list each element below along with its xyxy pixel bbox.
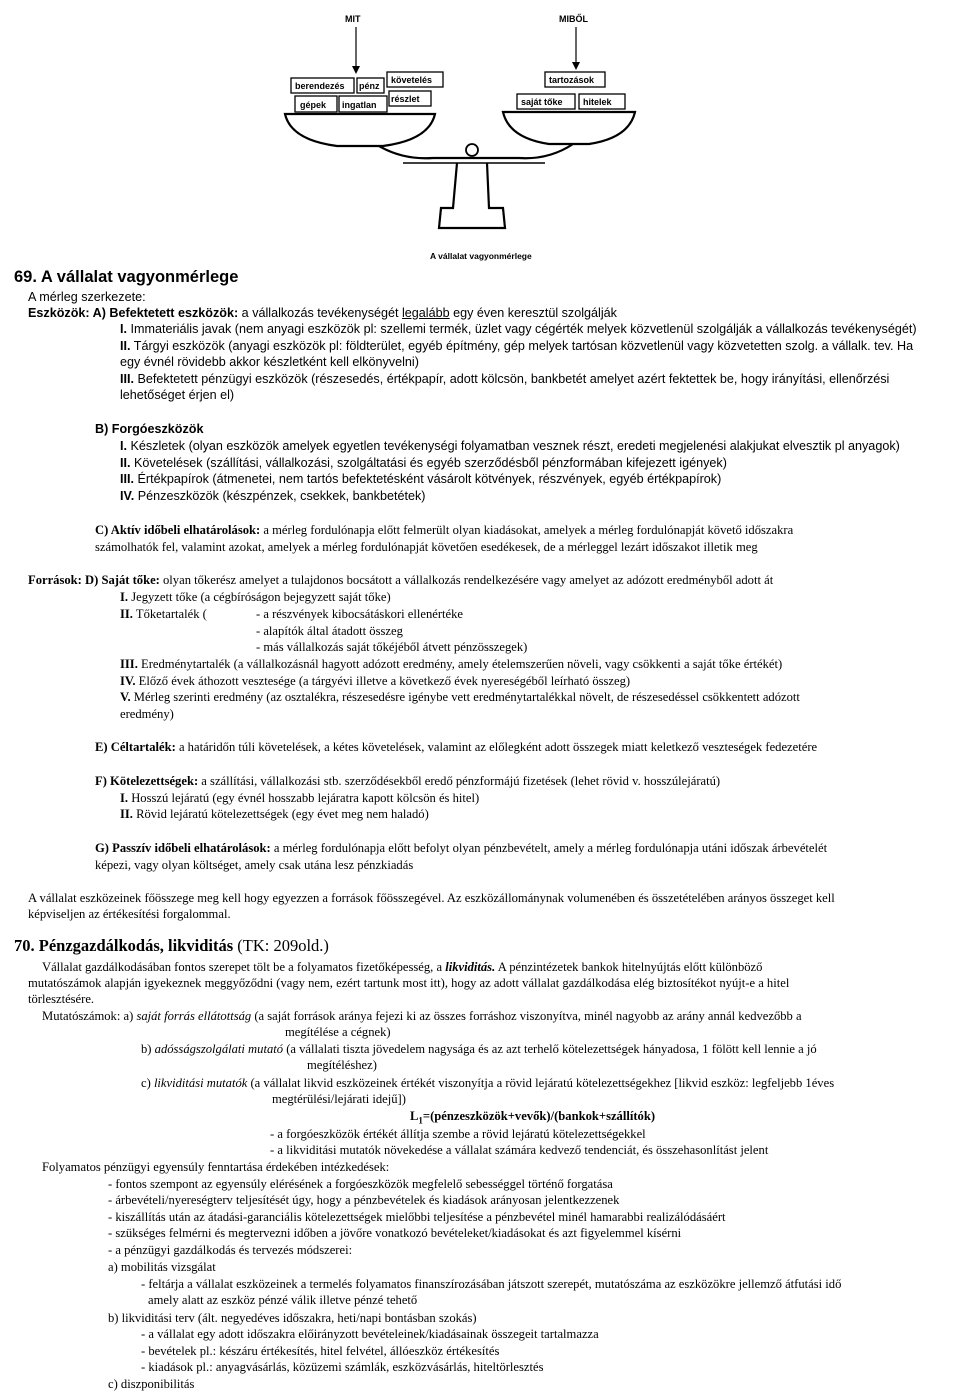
line-fe2: - árbevételi/nyereségterv teljesítését úgy, hogy a pénzbevételek és kiadások arányosan jelentkezzenek (108, 1193, 620, 1207)
line-summary-2: képviseljen az értékesítési forgalommal. (28, 907, 231, 921)
line-folyamatos: Folyamatos pénzügyi egyensúly fenntartása érdekében intézkedések: (42, 1160, 390, 1174)
balance-scale-illustration (283, 0, 655, 261)
line-jegyzett (120, 590, 391, 605)
line-toketartalek-b: - alapítók által átadott összeg (256, 624, 403, 638)
scale-title-mibol: MIBŐL (559, 14, 588, 24)
text-immaterialis: Immateriális javak (nem anyagi eszközök pl: szellemi termék, üzlet vagy cégérték melyek közvetlenül szolgálják a vállalkozás tevékenységét) (127, 322, 917, 336)
line-terv-3: - kiadások pl.: anyagvásárlás, közüzemi számlák, eszközvásárlás, hiteltörlesztés (141, 1360, 544, 1374)
text-targyi: Tárgyi eszközök (anyagi eszközök pl: földterület, egyéb építmény, gép melyek tartósan közvetlenül vagy közvetetten szolg. a vállalk. tev. Ha (130, 339, 914, 353)
label-eszkozok: Eszközök: A) Befektetett eszközök: (28, 306, 239, 320)
text-adossag: adósságszolgálati mutató (154, 1042, 284, 1056)
line-mobilitas-1: - feltárja a vállalat eszközeinek a termelés folyamatos finanszírozásában játszott szerepét, mutatószáma az eszközökre jellemző átfutási idő (141, 1277, 842, 1291)
line-celtartalek (95, 740, 817, 755)
scale-item-gepek: gépek (300, 100, 327, 110)
line-targyi (120, 339, 913, 354)
heading-passziv: G) Passzív időbeli elhatárolások: (95, 841, 271, 855)
roman-ii-b: II. (120, 456, 131, 470)
text-mutato-c: (a vállalat likvid eszközeinek értékét viszonyítja a rövid lejáratú kötelezettségekhez [likvid eszköz: legfeljebb 1éves (247, 1076, 835, 1090)
text-penzugyi: Befektetett pénzügyi eszközök (részesedés, értékpapír, adott kölcsön, bankbetét amelyet azért fektettek be, hogy irányítási, ellenőrzési (134, 372, 890, 386)
scale-item-koveteles: követelés (391, 75, 433, 85)
line-keszletek (120, 439, 900, 454)
line-fe5: - a pénzügyi gazdálkodás és tervezés módszerei: (108, 1243, 353, 1257)
heading-forrasok: Források: D) Saját tőke: (28, 573, 160, 587)
line-penzeszkozok (120, 489, 425, 504)
line-fe3: - kiszállítás után az átadási-garanciális kötelezettségek mielőbbi teljesítése a pénzbevétel minél hamarabbi realizálódásáért (108, 1210, 726, 1224)
line-mutato-c (141, 1076, 834, 1091)
line-terv-2: - bevételek pl.: készáru értékesítés, hitel felvétel, állóeszköz értékesítés (141, 1344, 500, 1358)
line-p2: mutatószámok alapján igyekeznek meggyőződni (vagy nem, ezért tartunk most itt), hogy az adott vállalat gazdálkodása elég biztosítékot nyújt-e a hitel (28, 976, 790, 990)
heading-mobilitas: a) mobilitás vizsgálat (108, 1260, 216, 1274)
text-ertekpapirok: Értékpapírok (átmenetei, nem tartós befektetésként vásárolt kötvények, részvények, egyéb értékpapírok) (134, 472, 722, 486)
line-mutato-a-2: megítélése a cégnek) (285, 1025, 391, 1039)
heading-likviditasi-terv: b) likviditási terv (ált. negyedéves időszakra, heti/napi bontásban szokás) (108, 1311, 477, 1325)
line-aktiv-elhatarolas (95, 523, 793, 538)
scale-item-sajat-toke: saját tőke (521, 97, 563, 107)
roman-v-d: V. (120, 690, 131, 704)
heading-celtartalek: E) Céltartalék: (95, 740, 176, 754)
scale-item-reszlet: részlet (391, 94, 420, 104)
text-befektetett: a vállalkozás tevékenységét (238, 306, 402, 320)
text-kovetelesek: Követelések (szállítási, vállalkozási, szolgáltatási és egyéb szerződésből pénzformában kifejezett igények) (130, 456, 727, 470)
section-70-title-ref: (TK: 209old.) (233, 936, 329, 955)
line-summary: A vállalat eszközeinek főösszege meg kell hogy egyezzen a források főösszegével. Az eszközállománynak volumenében és összetételében arányos összeget kell (28, 891, 835, 905)
formula-body: =(pénzeszközök+vevők)/(bankok+szállítók) (422, 1109, 656, 1123)
line-mutato-c-2: megtérülési/lejárati idejű]) (272, 1092, 406, 1106)
text-vesztesege: Előző évek áthozott vesztesége (a tárgyévi illetve a következő évek nyereségéből leírható összeg) (135, 674, 631, 688)
line-merleg-eredmeny-2: eredmény) (120, 707, 174, 721)
line-mutato-b (141, 1042, 817, 1057)
line-rovid (120, 807, 429, 822)
text-b: b) (141, 1042, 155, 1056)
line-passziv-2: képezi, vagy olyan költséget, amely csak utána lesz pénzkiadás (95, 858, 414, 872)
line-p1 (42, 960, 762, 975)
line-fe1: - fontos szempont az egyensúly elérésének a forgóeszközök megfelelő sebességgel történő forgatása (108, 1177, 613, 1191)
text-likviditasi: likviditási mutatók (153, 1076, 248, 1090)
roman-i-f: I. (120, 791, 129, 805)
line-penzugyi-2: lehetőséget érjen el) (120, 388, 235, 402)
line-mutato-a (42, 1009, 802, 1024)
line-toketartalek-a: - a részvények kibocsátáskori ellenértéke (256, 607, 463, 621)
heading-aktiv: C) Aktív időbeli elhatárolások: (95, 523, 261, 537)
line-aktiv-2: számolhatók fel, valamint azokat, amelyek a mérleg fordulónapját követően esedékesek, de a mérleggel lezárt időszakot illetik meg (95, 540, 758, 554)
text-aktiv: a mérleg fordulónapja előtt felmerült olyan kiadásokat, amelyek a mérleg fordulónapját követő időszakra (260, 523, 794, 537)
line-mobilitas-2: amely alatt az eszköz pénzé válik illetve pénzé tehető (148, 1293, 418, 1307)
roman-i: I. (120, 322, 127, 336)
roman-ii-d: II. (120, 607, 133, 621)
intro-line: A mérleg szerkezete: (28, 290, 146, 304)
line-fe4: - szükséges felmérni és megtervezni időben a jövőre vonatkozó bevételeket/kiadásokat és azt figyelemmel kísérni (108, 1226, 682, 1240)
text-passziv: a mérleg fordulónapja előtt befolyt olyan pénzbevételt, amely a mérleg fordulónapja utáni időszak árbevételét (270, 841, 828, 855)
roman-iv-d: IV. (120, 674, 136, 688)
heading-diszponibilitas: c) diszponibilitás (108, 1377, 195, 1391)
line-hosszu (120, 791, 479, 806)
text-jegyzett: Jegyzett tőke (a cégbíróságon bejegyzett saját tőke) (128, 590, 391, 604)
formula-sub: 1 (418, 1115, 423, 1126)
scale-caption: A vállalat vagyonmérlege (430, 251, 532, 261)
roman-iii-b: III. (120, 472, 134, 486)
line-ertekpapirok (120, 472, 721, 487)
line-sajat-toke (28, 573, 773, 588)
line-merleg-eredmeny (120, 690, 800, 705)
roman-ii-f: II. (120, 807, 133, 821)
section-70-title-main: 70. Pénzgazdálkodás, likviditás (14, 936, 234, 955)
heading-forgoeszkozok: B) Forgóeszközök (95, 422, 204, 436)
line-targyi-2: egy évnél rövidebb akkor készletként kell elkönyvelni) (120, 355, 419, 369)
text-mutato-a: (a saját források aránya fejezi ki az összes forráshoz viszonyítva, minél nagyobb az arány annál kedvezőbb a (251, 1009, 802, 1023)
roman-i-b: I. (120, 439, 127, 453)
line-kotelezettsegek (95, 774, 720, 789)
text-eredmenytartalek: Eredménytartalék (a vállalkozásnál hagyott adózott eredmény, amely ételemszerűen növeli, vagy csökkenti a saját tőke értékét) (137, 657, 783, 671)
scale-item-berendezes: berendezés (295, 81, 345, 91)
line-toketartalek (120, 607, 207, 622)
text-hosszu: Hosszú lejáratú (egy évnél hosszabb lejáratra kapott kölcsön és hitel) (128, 791, 480, 805)
line-mutato-b-2: megítéléshez) (307, 1058, 377, 1072)
line-vesztesege (120, 674, 630, 689)
text-merleg-eredmeny: Mérleg szerinti eredmény (az osztalékra, részesedésre igénybe vett eredménytartalékkal növelt, de részesedéssel csökkentett adózott (130, 690, 800, 704)
roman-ii: II. (120, 339, 131, 353)
text-celtartalek: a határidőn túli követelések, a kétes követelések, valamint az előlegként adott összegek miatt keletkező veszteségek fedezetére (175, 740, 818, 754)
text-sajat-forras: saját forrás ellátottság (136, 1009, 252, 1023)
line-befektetett (28, 306, 617, 321)
line-toketartalek-c: - más vállalkozás saját tőkéjéből átvett pénzösszegek) (256, 640, 528, 654)
text-penzeszkozok: Pénzeszközök (készpénzek, csekkek, bankbetétek) (134, 489, 426, 503)
text-legalabb: legalább (402, 306, 450, 320)
scale-item-tartozasok: tartozások (549, 75, 595, 85)
line-penzugyi (120, 372, 889, 387)
section-69-title: 69. A vállalat vagyonmérlege (14, 268, 239, 286)
text-toketartalek: Tőketartalék ( (132, 607, 207, 621)
line-immaterialis (120, 322, 917, 337)
text-p1c: A pénzintézetek bankok hitelnyújtás előtt különböző (495, 960, 763, 974)
text-rovid: Rövid lejáratú kötelezettségek (egy évet meg nem haladó) (132, 807, 429, 821)
roman-iv-b: IV. (120, 489, 135, 503)
line-formula-2: - a likviditási mutatók növekedése a vállalat számára kedvező tendenciát, és összehasonlítást jelent (270, 1143, 769, 1157)
text-mutato-b: (a vállalati tiszta jövedelem nagysága és az azt terhelő kötelezettségek hányadosa, 1 fölött kell lennie a jó (283, 1042, 817, 1056)
line-passziv (95, 841, 827, 856)
section-70-title (14, 936, 329, 956)
scale-item-hitelek: hitelek (583, 97, 612, 107)
line-terv-1: - a vállalat egy adott időszakra előirányzott bevételeinek/kiadásainak összegeit tartalmazza (141, 1327, 599, 1341)
roman-iii-d: III. (120, 657, 138, 671)
scale-item-ingatlan: ingatlan (342, 100, 377, 110)
text-p1a: Vállalat gazdálkodásában fontos szerepet tölt be a folyamatos fizetőképesség, a (42, 960, 446, 974)
roman-iii: III. (120, 372, 134, 386)
line-eredmenytartalek (120, 657, 782, 672)
text-likviditas: likviditás. (445, 960, 496, 974)
formula-l1 (410, 1109, 655, 1129)
line-formula-1: - a forgóeszközök értékét állítja szembe a rövid lejáratú kötelezettségekkel (270, 1127, 646, 1141)
roman-i-d: I. (120, 590, 129, 604)
text-mutatoszamok: Mutatószámok: a) (42, 1009, 137, 1023)
scale-item-penz: pénz (359, 81, 380, 91)
scale-title-mit: MIT (345, 14, 361, 24)
text-befektetett-end: egy éven keresztül szolgálják (449, 306, 617, 320)
text-kotelezettsegek: a szállítási, vállalkozási stb. szerződésekből eredő pénzformájú fizetések (lehet rövid v. hosszúlejáratú) (198, 774, 721, 788)
formula-l: L (410, 1109, 419, 1123)
text-sajat-toke: olyan tőkerész amelyet a tulajdonos bocsátott a vállalkozás rendelkezésére vagy amelyet az adózott eredményből adott át (159, 573, 774, 587)
line-kovetelesek (120, 456, 727, 471)
heading-kotelezettsegek: F) Kötelezettségek: (95, 774, 199, 788)
line-p3: törlesztésére. (28, 992, 95, 1006)
text-c: c) (141, 1076, 154, 1090)
text-keszletek: Készletek (olyan eszközök amelyek egyetlen tevékenységi folyamatban vesznek részt, eredeti megjelenési alakjukat elvesztik pl anyagok) (127, 439, 900, 453)
